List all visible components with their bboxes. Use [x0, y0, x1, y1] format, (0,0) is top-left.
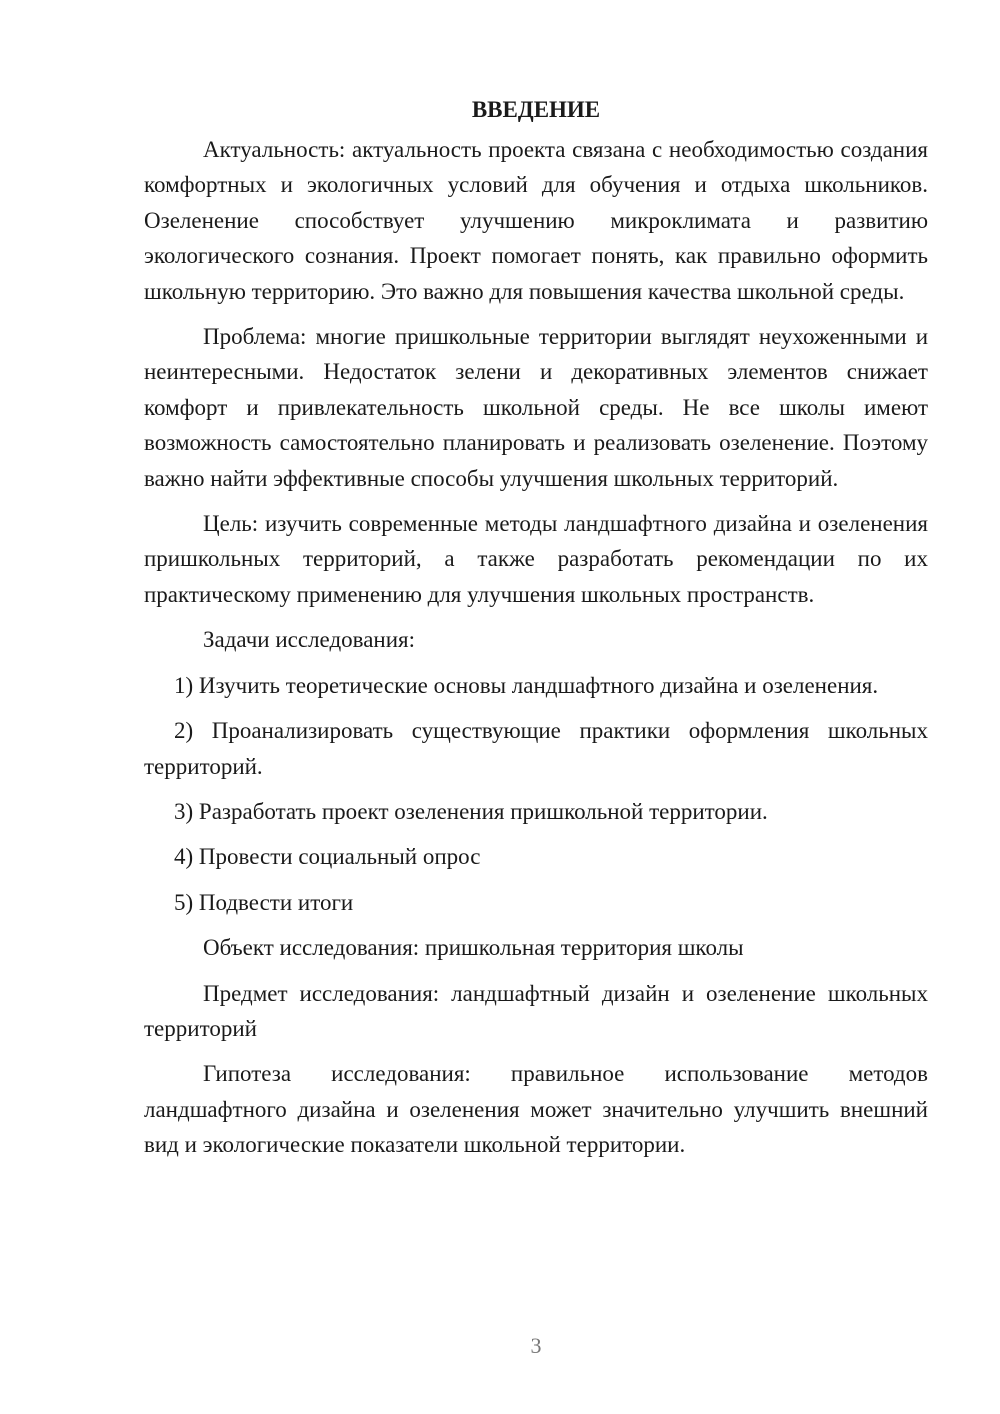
hypothesis-paragraph: Гипотеза исследования: правильное использование методов ландшафтного дизайна и озеленения может значительно улучшить внешний вид и экологические показатели школьной территории.	[144, 1061, 928, 1158]
object-paragraph: Объект исследования: пришкольная территория школы	[203, 935, 744, 961]
task-item-3: 3) Разработать проект озеленения пришкольной территории.	[174, 798, 768, 824]
tasks-heading: Задачи исследования:	[203, 627, 416, 653]
task-item-1: 1) Изучить теоретические основы ландшафтного дизайна и озеленения.	[174, 672, 879, 698]
document-page	[144, 92, 928, 1173]
page-number: 3	[530, 1333, 542, 1358]
task-item-4: 4) Провести социальный опрос	[174, 844, 481, 870]
goal-paragraph: Цель: изучить современные методы ландшафтного дизайна и озеленения пришкольных территорий, а также разработать рекомендации по их практическому применению для улучшения школьных пространств.	[144, 511, 928, 607]
page-title: ВВЕДЕНИЕ	[471, 97, 601, 122]
relevance-paragraph: Актуальность: актуальность проекта связана с необходимостью создания комфортных и экологичных условий для обучения и отдыха школьников. Озеленение способствует улучшению микроклимата и развитию экологического сознания. Проект помогает понять, как правильно оформить школьную территорию. Это важно для повышения качества школьной среды.	[144, 137, 928, 304]
subject-paragraph: Предмет исследования: ландшафтный дизайн и озеленение школьных территорий	[144, 980, 928, 1041]
task-item-5: 5) Подвести итоги	[174, 889, 354, 915]
task-item-2: 2) Проанализировать существующие практики оформления школьных территорий.	[144, 718, 928, 779]
problem-paragraph: Проблема: многие пришкольные территории выглядят неухоженными и неинтересными. Недостаток зелени и декоративных элементов снижает комфорт и привлекательность школьной среды. Не все школы имеют возможность самостоятельно планировать и реализовать озеленение. Поэтому важно найти эффективные способы улучшения школьных территорий.	[144, 324, 928, 491]
